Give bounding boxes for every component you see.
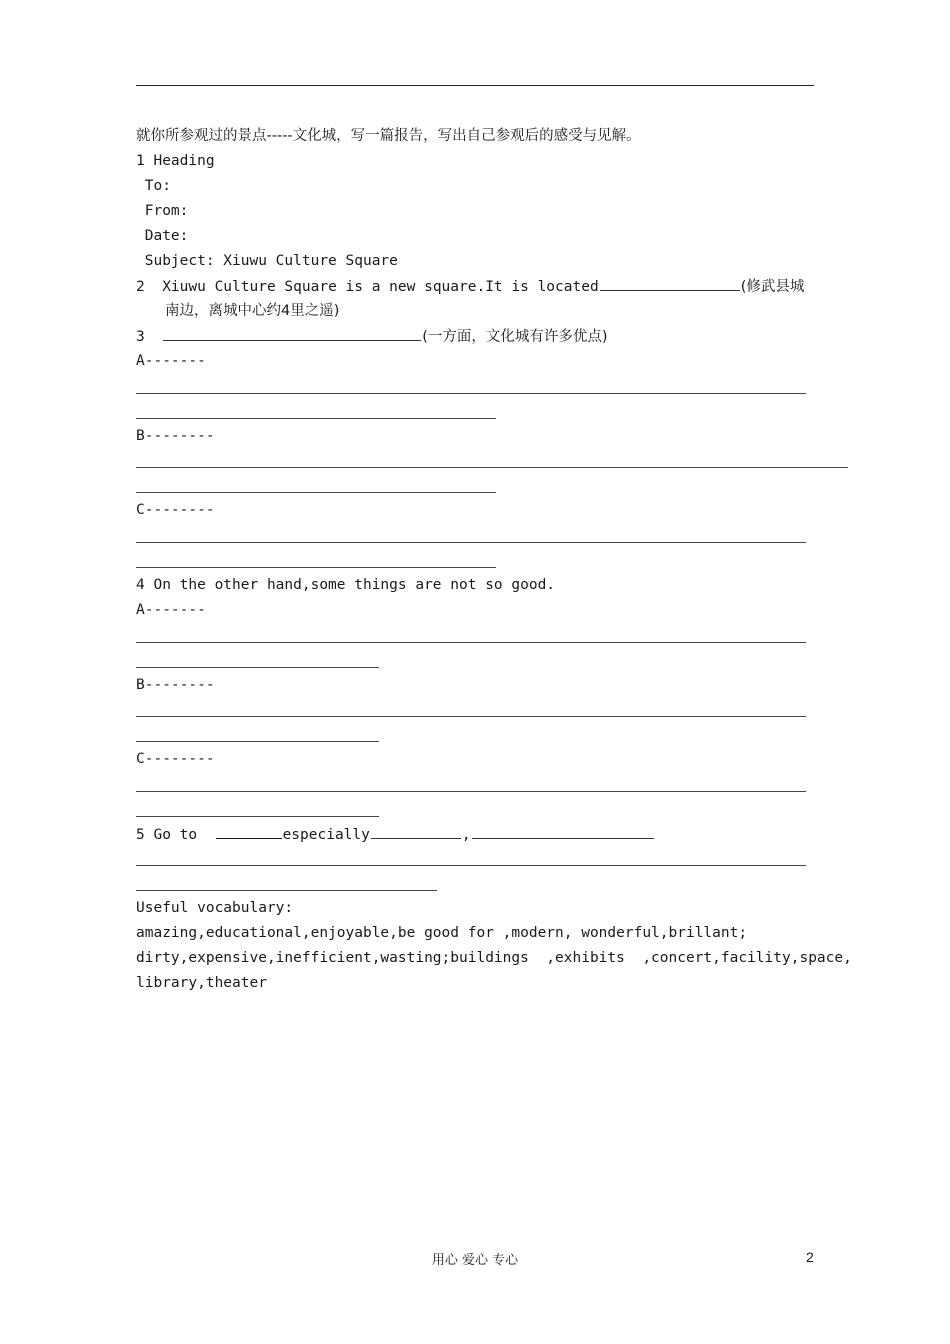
item-5-line-1[interactable] — [136, 865, 806, 866]
item-5-especially: especially — [282, 827, 370, 843]
heading-label: 1 Heading — [136, 153, 215, 169]
advantage-b-label: B-------- — [136, 428, 215, 444]
vocabulary-negative: dirty,expensive,inefficient,wasting;buildings ,exhibits ,concert,facility,space, — [136, 950, 852, 966]
disadvantage-c-line-1[interactable] — [136, 791, 806, 792]
date-field: Date: — [136, 228, 189, 244]
location-blank[interactable] — [600, 276, 740, 291]
item-5-extra-blank[interactable] — [472, 824, 654, 839]
advantage-c-line-2[interactable] — [136, 567, 496, 568]
item-5-line-2[interactable] — [136, 890, 437, 891]
advantage-c-line-1[interactable] — [136, 542, 806, 543]
item-3-hint: (一方面，文化城有许多优点) — [422, 329, 608, 345]
vocabulary-title: Useful vocabulary: — [136, 900, 294, 916]
advantage-a-line-2[interactable] — [136, 418, 496, 419]
vocabulary-positive: amazing,educational,enjoyable,be good for ,modern, wonderful,brillant; — [136, 925, 748, 941]
header-rule — [136, 85, 814, 86]
disadvantage-a-line-1[interactable] — [136, 642, 806, 643]
item-2-text: Xiuwu Culture Square is a new square.It is located — [162, 279, 599, 295]
item-3 — [136, 326, 608, 347]
disadvantage-b-label: B-------- — [136, 677, 215, 693]
item-2-hint: (修武县城 — [740, 279, 805, 295]
item-2 — [136, 276, 804, 297]
go-to-blank[interactable] — [216, 824, 282, 839]
especially-blank[interactable] — [371, 824, 461, 839]
item-2-number: 2 — [136, 279, 145, 295]
page-footer: 用心 爱心 专心 — [431, 1253, 519, 1268]
item-5 — [136, 824, 655, 845]
advantage-a-line-1[interactable] — [136, 393, 806, 394]
disadvantage-c-line-2[interactable] — [136, 816, 379, 817]
page-number: 2 — [806, 1249, 814, 1265]
item-4: 4 On the other hand,some things are not so good. — [136, 577, 556, 593]
item-3-number: 3 — [136, 329, 145, 345]
advantage-c-label: C-------- — [136, 502, 215, 518]
item-5-comma: , — [461, 827, 471, 843]
subject-field: Subject: Xiuwu Culture Square — [136, 253, 398, 269]
disadvantage-b-line-1[interactable] — [136, 716, 806, 717]
advantage-a-label: A------- — [136, 353, 206, 369]
item-5-go-to: 5 Go to — [136, 827, 198, 843]
to-field: To: — [136, 178, 171, 194]
disadvantage-a-label: A------- — [136, 602, 206, 618]
instruction-text: 就你所参观过的景点-----文化城，写一篇报告，写出自己参观后的感受与见解。 — [136, 128, 641, 144]
advantage-b-line-1[interactable] — [136, 467, 848, 468]
vocabulary-continued: library,theater — [136, 975, 267, 991]
disadvantage-c-label: C-------- — [136, 751, 215, 767]
disadvantage-b-line-2[interactable] — [136, 741, 379, 742]
advantages-blank[interactable] — [163, 326, 421, 341]
item-2-hint-continued: 南边，离城中心约4里之遥) — [165, 303, 340, 319]
from-field: From: — [136, 203, 189, 219]
disadvantage-a-line-2[interactable] — [136, 667, 379, 668]
advantage-b-line-2[interactable] — [136, 492, 496, 493]
